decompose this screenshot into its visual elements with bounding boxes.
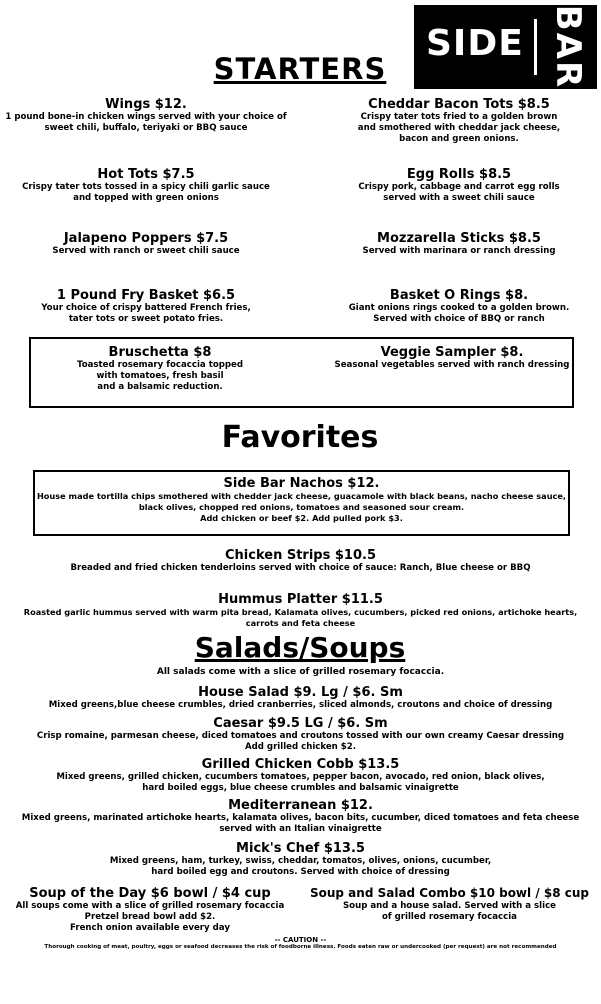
starter-item	[0, 97, 292, 134]
caution-text: Thorough cooking of meat, poultry, eggs or seafood decreases the risk of foodborne illness. Foods eaten raw or undercooked (per request) are not recommended	[44, 944, 557, 950]
item-title: Wings $12.	[105, 97, 187, 112]
item-title: Cheddar Bacon Tots $8.5	[368, 97, 550, 112]
starter-item	[330, 97, 588, 145]
item-desc: bacon and green onions.	[399, 134, 519, 144]
item-desc: with tomatoes, fresh basil	[96, 371, 224, 381]
salads-subheading: All salads come with a slice of grilled rosemary focaccia.	[156, 667, 445, 677]
item-desc: Toasted rosemary focaccia topped	[76, 360, 244, 370]
item-title: Grilled Chicken Cobb $13.5	[201, 757, 400, 772]
favorite-item	[0, 548, 601, 574]
item-desc: Seasonal vegetables served with ranch dressing	[334, 360, 570, 370]
item-title: 1 Pound Fry Basket $6.5	[56, 288, 236, 303]
item-desc: black olives, chopped red onions, tomatoes and seasoned sour cream.	[138, 502, 465, 512]
salad-item	[0, 685, 601, 711]
item-desc: and topped with green onions	[73, 193, 219, 203]
item-desc: Crisp romaine, parmesan cheese, diced tomatoes and croutons tossed with our own creamy Caesar dressing	[36, 731, 565, 741]
starter-item	[0, 231, 292, 257]
favorites-heading: Favorites	[221, 420, 379, 455]
caution-title: -- CAUTION --	[274, 936, 327, 944]
item-desc: Giant onions rings cooked to a golden brown.	[348, 303, 570, 313]
starter-item	[0, 288, 292, 325]
salad-item	[0, 716, 601, 753]
item-title: Hot Tots $7.5	[97, 167, 195, 182]
item-desc: French onion available every day	[70, 923, 230, 933]
item-title: Mediterranean $12.	[228, 798, 373, 813]
item-desc: hard boiled egg and croutons. Served with choice of dressing	[151, 867, 450, 877]
item-desc: Your choice of crispy battered French fries,	[41, 303, 251, 313]
starters-heading: STARTERS	[213, 52, 387, 86]
item-title: Caesar $9.5 LG / $6. Sm	[213, 716, 388, 731]
item-desc: Mixed greens, marinated artichoke hearts, kalamata olives, bacon bits, cucumber, diced tomatoes and feta cheese	[21, 813, 580, 823]
item-desc: served with an Italian vinaigrette	[219, 824, 382, 834]
item-title: Egg Rolls $8.5	[406, 167, 512, 182]
item-desc: carrots and feta cheese	[245, 618, 356, 628]
item-title: Hummus Platter $11.5	[218, 592, 383, 607]
logo-bar-wrap	[540, 5, 596, 89]
item-title: House Salad $9. Lg / $6. Sm	[198, 685, 403, 700]
salad-item	[0, 841, 601, 878]
item-title: Bruschetta $8	[108, 345, 212, 360]
favorite-item	[0, 592, 601, 629]
item-desc: Mixed greens, ham, turkey, swiss, cheddar, tomatos, olives, onions, cucumber,	[109, 856, 492, 866]
logo-divider	[534, 19, 537, 75]
item-desc: Served with marinara or ranch dressing	[362, 246, 556, 256]
item-desc: Crispy pork, cabbage and carrot egg rolls	[358, 182, 560, 192]
item-title: Chicken Strips $10.5	[225, 548, 376, 563]
starter-item	[40, 345, 280, 393]
soup-item	[300, 886, 599, 923]
caution-block	[0, 936, 601, 950]
item-desc: Mixed greens, grilled chicken, cucumbers tomatoes, pepper bacon, avocado, red onion, black olives,	[56, 772, 545, 782]
salad-item	[0, 798, 601, 835]
item-desc: Add grilled chicken $2.	[244, 742, 357, 752]
side-bar-logo	[414, 5, 597, 89]
item-desc: Crispy tater tots tossed in a spicy chili garlic sauce	[22, 182, 270, 192]
item-desc: Served with ranch or sweet chili sauce	[52, 246, 240, 256]
item-title: Soup and Salad Combo $10 bowl / $8 cup	[309, 886, 589, 900]
soup-item	[0, 886, 300, 934]
item-desc: Crispy tater tots fried to a golden brown	[360, 112, 558, 122]
item-desc: and smothered with cheddar jack cheese,	[357, 123, 561, 133]
salad-item	[0, 757, 601, 794]
item-desc: and a balsamic reduction.	[97, 382, 223, 392]
item-title: Side Bar Nachos $12.	[223, 476, 380, 491]
item-desc: Soup and a house salad. Served with a slice	[342, 901, 556, 911]
item-title: Veggie Sampler $8.	[380, 345, 524, 360]
starter-item	[330, 345, 574, 371]
item-desc: House made tortilla chips smothered with chedder jack cheese, guacamole with black beans, nacho cheese sauce,	[36, 491, 567, 501]
item-desc: Add chicken or beef $2. Add pulled pork $3.	[200, 513, 403, 523]
item-desc: Pretzel bread bowl add $2.	[84, 912, 216, 922]
logo-bar-text: BAR	[548, 4, 589, 90]
item-desc: 1 pound bone-in chicken wings served with your choice of	[5, 112, 287, 122]
item-desc: served with a sweet chili sauce	[383, 193, 535, 203]
item-desc: tater tots or sweet potato fries.	[68, 314, 224, 324]
item-desc: Breaded and fried chicken tenderloins served with choice of sauce: Ranch, Blue cheese or BBQ	[70, 563, 531, 573]
item-title: Mozzarella Sticks $8.5	[377, 231, 541, 246]
salads-heading: Salads/Soups	[194, 631, 406, 664]
item-desc: All soups come with a slice of grilled rosemary focaccia	[15, 901, 285, 911]
item-title: Jalapeno Poppers $7.5	[63, 231, 229, 246]
item-title: Basket O Rings $8.	[389, 288, 529, 303]
starter-item	[0, 167, 292, 204]
item-title: Soup of the Day $6 bowl / $4 cup	[29, 886, 271, 901]
logo-side-text: SIDE	[426, 23, 524, 64]
favorite-item	[35, 476, 568, 524]
salads-subheading-wrap	[0, 667, 601, 678]
starter-item	[330, 288, 588, 325]
item-desc: Mixed greens,blue cheese crumbles, dried cranberries, sliced almonds, croutons and choice of dressing	[48, 700, 553, 710]
item-desc: Roasted garlic hummus served with warm pita bread, Kalamata olives, cucumbers, picked red onions, artichoke hearts,	[23, 607, 578, 617]
item-desc: Served with choice of BBQ or ranch	[373, 314, 545, 324]
item-desc: hard boiled eggs, blue cheese crumbles and balsamic vinaigrette	[142, 783, 459, 793]
starter-item	[330, 231, 588, 257]
item-title: Mick's Chef $13.5	[236, 841, 365, 856]
starter-item	[330, 167, 588, 204]
item-desc: sweet chili, buffalo, teriyaki or BBQ sauce	[44, 123, 248, 133]
item-desc: of grilled rosemary focaccia	[382, 912, 517, 922]
